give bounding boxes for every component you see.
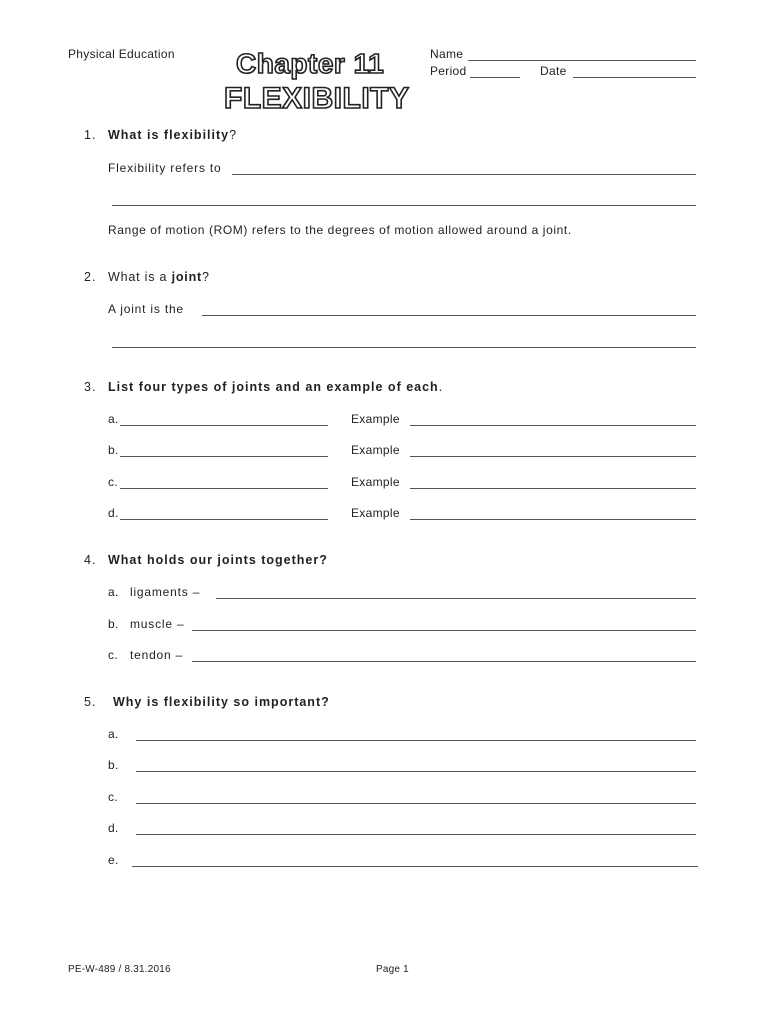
- q3-number: 3.: [84, 380, 97, 394]
- q5-answer-d[interactable]: [136, 834, 696, 835]
- q5-prompt: Why is flexibility so important?: [113, 695, 330, 709]
- q3-example-label-a: Example: [351, 412, 400, 426]
- q3-joint-field-b[interactable]: [120, 456, 328, 457]
- q5-answer-b[interactable]: [136, 771, 696, 772]
- q3-example-field-b[interactable]: [410, 456, 696, 457]
- q3-joint-field-c[interactable]: [120, 488, 328, 489]
- chapter-title: Chapter 11: [236, 48, 385, 79]
- rom-definition: Range of motion (ROM) refers to the degrees of motion allowed around a joint.: [108, 223, 572, 237]
- chapter-subtitle: FLEXIBILITY: [224, 82, 410, 115]
- date-label: Date: [540, 64, 567, 78]
- q2-number: 2.: [84, 270, 97, 284]
- q3-example-field-c[interactable]: [410, 488, 696, 489]
- q3-item-c-letter: c.: [108, 475, 118, 489]
- q5-item-d-letter: d.: [108, 821, 119, 835]
- q2-prompt-a: What is a: [108, 270, 168, 284]
- q2-answer-line-2[interactable]: [112, 347, 696, 348]
- q1-number: 1.: [84, 128, 97, 142]
- q3-item-d-letter: d.: [108, 506, 119, 520]
- q4-item-b-label: muscle –: [130, 617, 185, 631]
- q5-item-e-letter: e.: [108, 853, 119, 867]
- q3-example-label-b: Example: [351, 443, 400, 457]
- document-code: PE-W-489 / 8.31.2016: [68, 964, 171, 975]
- q4-item-c-letter: c.: [108, 648, 118, 662]
- q3-example-field-a[interactable]: [410, 425, 696, 426]
- period-field[interactable]: [470, 77, 520, 78]
- q5-item-c-letter: c.: [108, 790, 118, 804]
- period-label: Period: [430, 64, 467, 78]
- q1-answer-line-1[interactable]: [232, 174, 696, 175]
- q2-prompt: [108, 270, 210, 284]
- q3-prompt-text: List four types of joints and an example of each: [108, 380, 439, 394]
- q3-example-label-d: Example: [351, 506, 400, 520]
- q2-line1-label: A joint is the: [108, 302, 184, 316]
- q2-answer-line-1[interactable]: [202, 315, 696, 316]
- q3-item-a-letter: a.: [108, 412, 119, 426]
- q3-joint-field-d[interactable]: [120, 519, 328, 520]
- q2-prompt-c: ?: [201, 270, 210, 284]
- q1-prompt-text: What is flexibility: [108, 128, 230, 142]
- q5-number: 5.: [84, 695, 97, 709]
- q4-answer-c[interactable]: [192, 661, 696, 662]
- name-field[interactable]: [468, 60, 696, 61]
- date-field[interactable]: [573, 77, 696, 78]
- q5-answer-a[interactable]: [136, 740, 696, 741]
- q3-item-b-letter: b.: [108, 443, 119, 457]
- q4-item-a-letter: a.: [108, 585, 119, 599]
- q3-example-field-d[interactable]: [410, 519, 696, 520]
- q3-prompt: [108, 380, 443, 394]
- q4-item-c-label: tendon –: [130, 648, 184, 662]
- q4-item-b-letter: b.: [108, 617, 119, 631]
- q5-answer-e[interactable]: [132, 866, 698, 867]
- course-label: Physical Education: [68, 47, 175, 61]
- q4-prompt: What holds our joints together?: [108, 553, 328, 567]
- q3-prompt-end: .: [438, 380, 444, 394]
- q1-prompt: [108, 128, 237, 142]
- page-number: Page 1: [376, 964, 409, 975]
- q4-item-a-label: ligaments –: [130, 585, 201, 599]
- q5-answer-c[interactable]: [136, 803, 696, 804]
- name-label: Name: [430, 47, 464, 61]
- q2-prompt-b: joint: [171, 270, 202, 284]
- q1-answer-line-2[interactable]: [112, 205, 696, 206]
- q3-joint-field-a[interactable]: [120, 425, 328, 426]
- q1-prompt-end: ?: [229, 128, 238, 142]
- q5-item-a-letter: a.: [108, 727, 119, 741]
- q1-line1-label: Flexibility refers to: [108, 161, 222, 175]
- q4-number: 4.: [84, 553, 97, 567]
- q4-answer-a[interactable]: [216, 598, 696, 599]
- q5-item-b-letter: b.: [108, 758, 119, 772]
- q4-answer-b[interactable]: [192, 630, 696, 631]
- q3-example-label-c: Example: [351, 475, 400, 489]
